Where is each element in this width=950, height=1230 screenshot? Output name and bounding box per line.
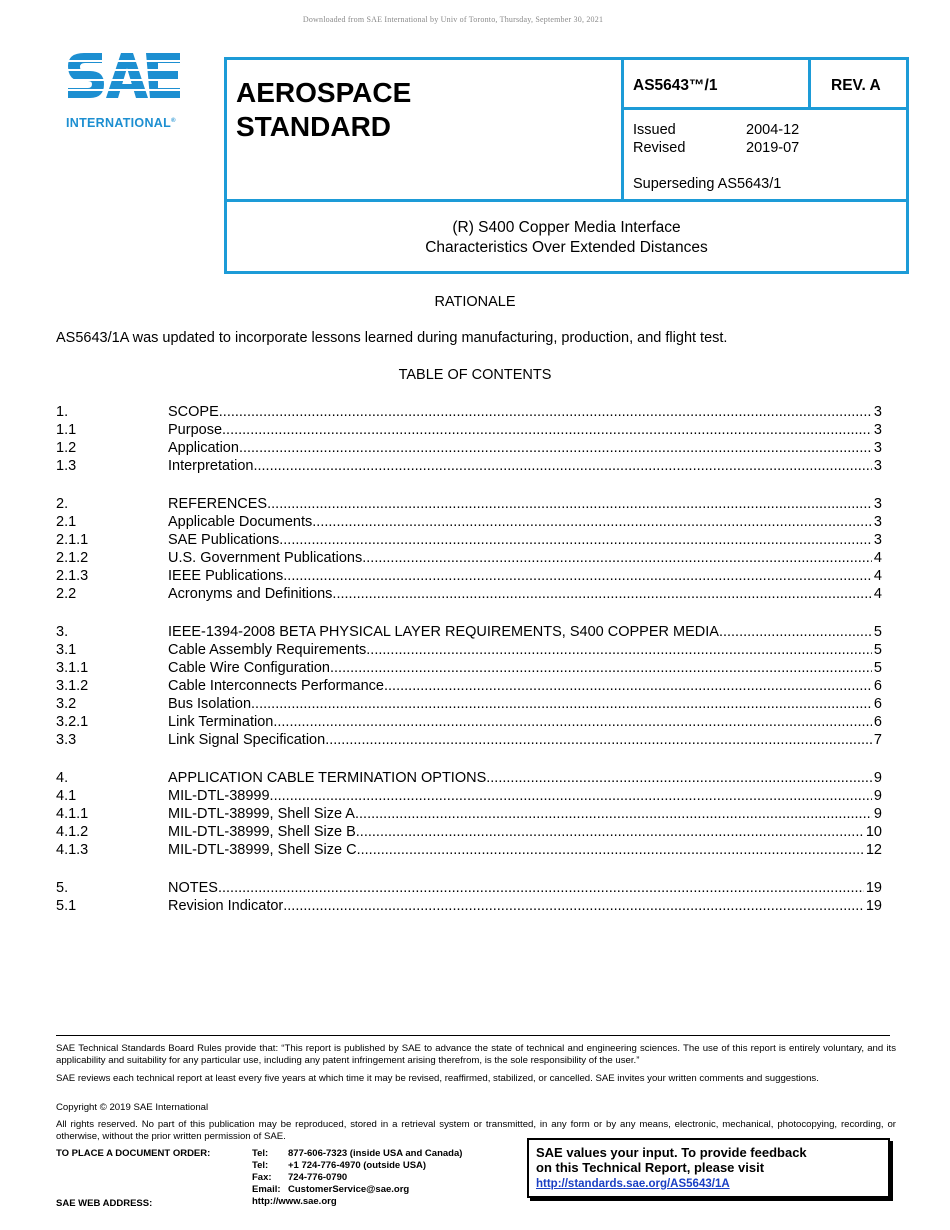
toc-entry-number: 1.3: [56, 458, 77, 474]
toc-entry-title: Cable Interconnects Performance: [168, 678, 384, 694]
toc-entry-title-wrap: [168, 457, 872, 475]
fax-label: Fax:: [252, 1172, 272, 1183]
document-title-line2: Characteristics Over Extended Distances: [425, 239, 708, 256]
toc-leader-dots: [283, 897, 864, 915]
toc-entry[interactable]: [56, 495, 882, 513]
toc-entry-page: 5: [873, 660, 882, 676]
toc-entry-title: IEEE-1394-2008 BETA PHYSICAL LAYER REQUIREMENTS, S400 COPPER MEDIA: [168, 624, 719, 640]
toc-leader-dots: [312, 513, 872, 531]
toc-entry-title-wrap: [168, 641, 872, 659]
toc-entry-title: U.S. Government Publications: [168, 550, 363, 566]
toc-leader-dots: [218, 879, 864, 897]
toc-entry-page: 6: [873, 714, 882, 730]
email-address[interactable]: CustomerService@sae.org: [288, 1184, 410, 1195]
toc-entry-page: 3: [873, 514, 882, 530]
web-address[interactable]: http://www.sae.org: [252, 1196, 337, 1207]
toc-entry-title-wrap: [168, 731, 872, 749]
toc-entry[interactable]: [56, 549, 882, 567]
toc-entry[interactable]: [56, 731, 882, 749]
toc-entry-title-wrap: [168, 841, 864, 859]
toc-entry-page: 9: [873, 788, 882, 804]
toc-entry[interactable]: [56, 457, 882, 475]
issued-row: [633, 122, 799, 138]
toc-entry-number: 3.1: [56, 642, 77, 658]
fax-number: 724-776-0790: [288, 1172, 348, 1183]
toc-entry-title: Acronyms and Definitions: [168, 586, 333, 602]
tel-label-2: Tel:: [252, 1160, 269, 1171]
toc-entry-number: 5.: [56, 880, 69, 896]
toc-entry-title-wrap: [168, 567, 872, 585]
toc-entry-title-wrap: [168, 695, 872, 713]
logo-wordmark: INTERNATIONAL®: [66, 116, 176, 130]
contact-list: [252, 1148, 462, 1208]
toc-entry-number: 3.2.1: [56, 714, 89, 730]
toc-entry-title-wrap: [168, 769, 872, 787]
toc-entry-title-wrap: [168, 421, 872, 439]
toc-entry-page: 5: [873, 624, 882, 640]
sae-logo: [66, 52, 191, 132]
toc-entry-title: REFERENCES: [168, 496, 268, 512]
toc-leader-dots: [366, 641, 872, 659]
toc-entry[interactable]: [56, 421, 882, 439]
toc-entry-number: 3.1.2: [56, 678, 89, 694]
toc-entry-title: Interpretation: [168, 458, 254, 474]
toc-entry-title-wrap: [168, 585, 872, 603]
toc-entry-page: 3: [873, 422, 882, 438]
toc-entry-title-wrap: [168, 677, 872, 695]
toc-entry-page: 3: [873, 532, 882, 548]
toc-entry-title-wrap: [168, 805, 872, 823]
toc-entry[interactable]: [56, 531, 882, 549]
toc-leader-dots: [273, 713, 872, 731]
tel-label: Tel:: [252, 1148, 269, 1159]
feedback-line1: SAE values your input. To provide feedback: [536, 1145, 807, 1160]
toc-heading: TABLE OF CONTENTS: [398, 367, 552, 383]
review-text: SAE reviews each technical report at least every five years at which time it may be revised, reaffirmed, stabilized, or cancelled. SAE invites your written comments and suggestions.: [56, 1073, 819, 1084]
toc-entry-number: 2.1.2: [56, 550, 89, 566]
toc-entry-number: 5.1: [56, 898, 77, 914]
toc-entry-page: 6: [873, 696, 882, 712]
toc-leader-dots: [332, 585, 872, 603]
toc-entry-page: 3: [873, 404, 882, 420]
toc-entry[interactable]: [56, 897, 882, 915]
revised-row: [633, 140, 799, 156]
toc-entry-title: Purpose: [168, 422, 223, 438]
toc-entry-number: 3.: [56, 624, 69, 640]
toc-entry-number: 3.3: [56, 732, 77, 748]
toc-entry[interactable]: [56, 567, 882, 585]
feedback-box: [527, 1138, 890, 1198]
toc-leader-dots: [719, 623, 872, 641]
issued-value: 2004-12: [746, 122, 800, 138]
toc-entry-title: Bus Isolation: [168, 696, 252, 712]
toc-entry-page: 3: [873, 458, 882, 474]
feedback-line2: on this Technical Report, please visit: [536, 1160, 765, 1175]
toc-leader-dots: [267, 495, 872, 513]
toc-leader-dots: [219, 403, 872, 421]
toc-entry-page: 19: [865, 898, 882, 914]
toc-leader-dots: [357, 841, 864, 859]
toc-entry-page: 9: [873, 770, 882, 786]
toc-entry-title: SAE Publications: [168, 532, 280, 548]
toc-entry[interactable]: [56, 677, 882, 695]
sae-logo-mark: [66, 52, 182, 112]
toc-entry-title-wrap: [168, 897, 864, 915]
toc-entry[interactable]: [56, 439, 882, 457]
toc-entry-title: NOTES: [168, 880, 218, 896]
toc-entry-title-wrap: [168, 495, 872, 513]
copyright: Copyright © 2019 SAE International: [56, 1102, 209, 1113]
toc-entry[interactable]: [56, 841, 882, 859]
toc-entry-number: 2.1: [56, 514, 77, 530]
board-rules-text: SAE Technical Standards Board Rules provide that: “This report is published by SAE to advance the state of technical and engineering sciences. The use of this report is entirely voluntary, and its applicability and suitability for any particular use, including any patent infringement arising therefrom, is the sole responsibility of the user.”: [56, 1043, 896, 1066]
toc-entry-title-wrap: [168, 549, 872, 567]
toc-entry[interactable]: [56, 695, 882, 713]
toc-entry-title: MIL-DTL-38999, Shell Size A: [168, 806, 355, 822]
toc-entry-title: Cable Assembly Requirements: [168, 642, 367, 658]
toc-entry-number: 2.1.1: [56, 532, 89, 548]
toc-entry-title: IEEE Publications: [168, 568, 284, 584]
toc-entry-page: 4: [873, 586, 882, 602]
toc-entry[interactable]: [56, 641, 882, 659]
toc-entry-number: 3.2: [56, 696, 77, 712]
toc-leader-dots: [279, 531, 872, 549]
toc-entry-title: Revision Indicator: [168, 898, 284, 914]
toc-entry[interactable]: [56, 659, 882, 677]
toc-entry-title: Applicable Documents: [168, 514, 313, 530]
toc-entry-number: 4.1.1: [56, 806, 89, 822]
toc-leader-dots: [384, 677, 872, 695]
toc-entry[interactable]: [56, 585, 882, 603]
rationale-text: AS5643/1A was updated to incorporate lessons learned during manufacturing, production, and flight test.: [56, 330, 728, 346]
toc-entry-title-wrap: [168, 713, 872, 731]
toc-entry-number: 1.: [56, 404, 69, 420]
toc-entry-title-wrap: [168, 439, 872, 457]
footer-divider: [56, 1035, 890, 1036]
toc-entry-number: 2.: [56, 496, 69, 512]
revision: REV. A: [831, 77, 881, 94]
toc-entry-title: MIL-DTL-38999: [168, 788, 270, 804]
toc-leader-dots: [253, 457, 871, 475]
rights-text: All rights reserved. No part of this publication may be reproduced, stored in a retrieval system or transmitted, in any form or by any means, electronic, mechanical, photocopying, recording, or otherwise, without the prior written permission of SAE.: [56, 1119, 896, 1142]
toc-entry-title: APPLICATION CABLE TERMINATION OPTIONS: [168, 770, 487, 786]
toc-leader-dots: [283, 567, 872, 585]
toc-entry-page: 7: [873, 732, 882, 748]
toc-leader-dots: [222, 421, 872, 439]
toc-entry-title: Cable Wire Configuration: [168, 660, 330, 676]
toc-entry-page: 3: [873, 496, 882, 512]
toc-entry-number: 4.1: [56, 788, 77, 804]
toc-leader-dots: [486, 769, 872, 787]
tel-domestic: 877-606-7323 (inside USA and Canada): [288, 1148, 463, 1159]
toc-leader-dots: [356, 823, 864, 841]
toc-entry-page: 6: [873, 678, 882, 694]
toc-entry-page: 5: [873, 642, 882, 658]
download-note: Downloaded from SAE International by Univ of Toronto, Thursday, September 30, 2021: [302, 15, 604, 24]
toc-leader-dots: [355, 805, 872, 823]
order-label: TO PLACE A DOCUMENT ORDER:: [56, 1148, 211, 1159]
toc-entry-page: 4: [873, 568, 882, 584]
toc-entry[interactable]: [56, 805, 882, 823]
table-of-contents: [56, 403, 882, 915]
toc-entry-title-wrap: [168, 787, 872, 805]
toc-entry[interactable]: [56, 879, 882, 897]
toc-entry[interactable]: [56, 403, 882, 421]
toc-leader-dots: [362, 549, 872, 567]
toc-leader-dots: [270, 787, 872, 805]
rationale-heading: RATIONALE: [434, 294, 516, 310]
toc-entry[interactable]: [56, 823, 882, 841]
toc-leader-dots: [239, 439, 872, 457]
toc-entry-number: 4.1.2: [56, 824, 89, 840]
toc-entry-title-wrap: [168, 823, 864, 841]
toc-entry-title: Link Signal Specification: [168, 732, 326, 748]
toc-entry-title: MIL-DTL-38999, Shell Size B: [168, 824, 356, 840]
toc-entry-title: MIL-DTL-38999, Shell Size C: [168, 842, 357, 858]
toc-entry-page: 12: [865, 842, 882, 858]
toc-entry-title-wrap: [168, 513, 872, 531]
toc-entry-title: Application: [168, 440, 239, 456]
document-title-line1: (R) S400 Copper Media Interface: [452, 219, 681, 236]
toc-entry[interactable]: [56, 787, 882, 805]
toc-entry[interactable]: [56, 713, 882, 731]
email-label: Email:: [252, 1184, 281, 1195]
toc-entry-number: 2.2: [56, 586, 77, 602]
toc-entry-number: 1.2: [56, 440, 77, 456]
document-title: [227, 218, 906, 258]
feedback-link[interactable]: http://standards.sae.org/AS5643/1A: [536, 1178, 730, 1190]
toc-entry-number: 1.1: [56, 422, 77, 438]
toc-entry-title-wrap: [168, 879, 864, 897]
toc-entry-number: 3.1.1: [56, 660, 89, 676]
toc-entry-number: 4.: [56, 770, 69, 786]
toc-entry-title: SCOPE: [168, 404, 219, 420]
toc-entry-number: 4.1.3: [56, 842, 89, 858]
issued-label: Issued: [633, 122, 676, 138]
toc-entry[interactable]: [56, 769, 882, 787]
toc-entry-title-wrap: [168, 623, 872, 641]
toc-entry-number: 2.1.3: [56, 568, 89, 584]
revised-value: 2019-07: [746, 140, 800, 156]
superseding: Superseding AS5643/1: [633, 176, 782, 192]
doc-number: AS5643™/1: [633, 77, 718, 94]
toc-leader-dots: [251, 695, 872, 713]
toc-entry-title: Link Termination: [168, 714, 274, 730]
toc-entry-page: 10: [865, 824, 882, 840]
web-label: SAE WEB ADDRESS:: [56, 1198, 153, 1209]
toc-entry-title-wrap: [168, 659, 872, 677]
toc-entry-page: 3: [873, 440, 882, 456]
tel-international: +1 724-776-4970 (outside USA): [288, 1160, 427, 1171]
toc-entry[interactable]: [56, 623, 882, 641]
toc-leader-dots: [330, 659, 872, 677]
toc-entry-page: 4: [873, 550, 882, 566]
toc-leader-dots: [325, 731, 872, 749]
toc-entry-page: 19: [865, 880, 882, 896]
toc-entry-page: 9: [873, 806, 882, 822]
toc-entry[interactable]: [56, 513, 882, 531]
toc-entry-title-wrap: [168, 403, 872, 421]
toc-entry-title-wrap: [168, 531, 872, 549]
revised-label: Revised: [633, 140, 686, 156]
standard-type: AEROSPACE STANDARD: [236, 77, 412, 142]
